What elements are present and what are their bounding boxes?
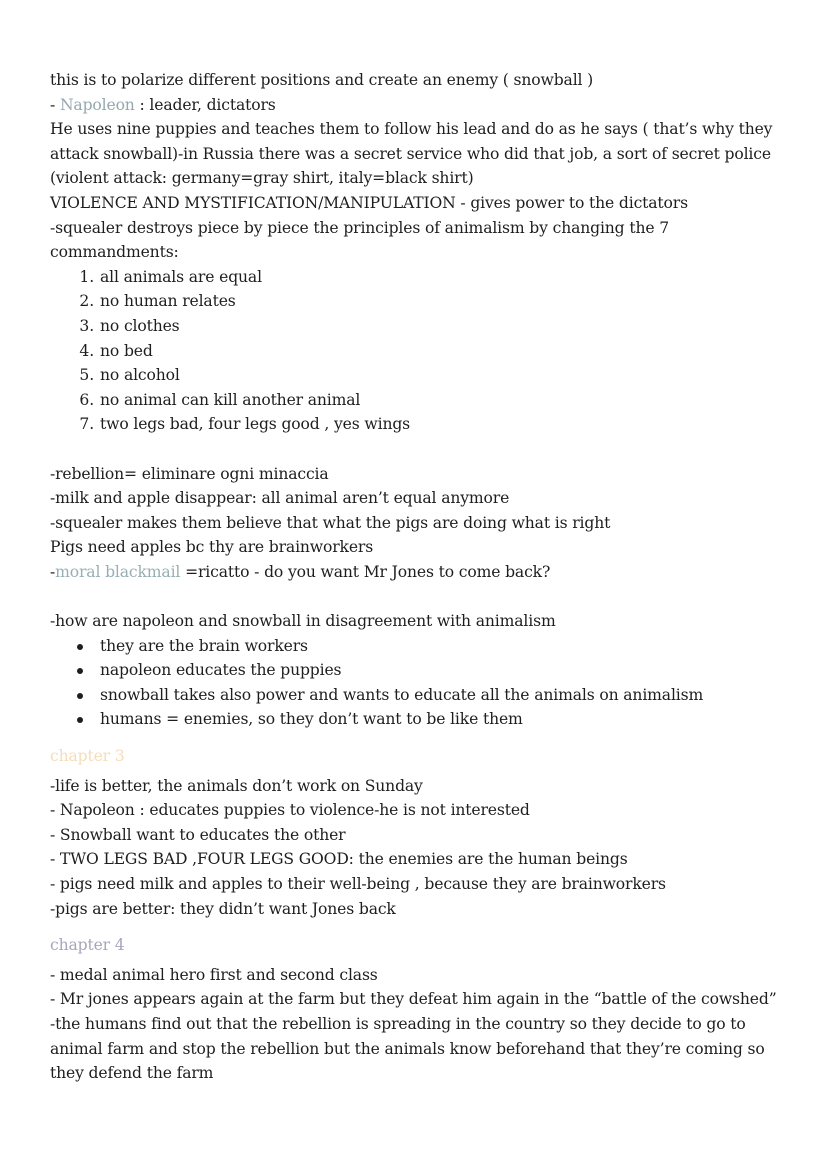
list-item bbox=[50, 339, 780, 364]
chapter-3-line: - pigs need milk and apples to their well-being , because they are brainworkers bbox=[50, 875, 666, 893]
list-number: 4. bbox=[79, 341, 94, 360]
disagreement-list bbox=[50, 634, 780, 732]
napoleon-term: Napoleon bbox=[59, 95, 135, 114]
list-item bbox=[50, 683, 780, 708]
violence-line: VIOLENCE AND MYSTIFICATION/MANIPULATION - gives power to the dictators bbox=[50, 193, 688, 212]
document-page bbox=[50, 68, 780, 1086]
chapter-3-line: - Napoleon : educates puppies to violence-he is not interested bbox=[50, 801, 530, 820]
list-item bbox=[50, 314, 780, 339]
list-number: 5. bbox=[79, 366, 94, 385]
list-text: no bed bbox=[100, 341, 153, 360]
list-item bbox=[50, 658, 780, 683]
disagreement-question: -how are napoleon and snowball in disagreement with animalism bbox=[50, 612, 556, 631]
napoleon-line bbox=[50, 93, 780, 118]
bullet-icon bbox=[77, 693, 83, 699]
list-item bbox=[50, 412, 780, 437]
list-text: no animal can kill another animal bbox=[100, 390, 361, 409]
list-text: no clothes bbox=[100, 316, 180, 335]
list-item bbox=[50, 707, 780, 732]
chapter-4-line: - Mr jones appears again at the farm but they defeat him again in the “battle of the cowshed” bbox=[50, 990, 777, 1009]
commandments-list bbox=[50, 265, 780, 437]
list-item bbox=[50, 388, 780, 413]
chapter-3-line: -life is better, the animals don’t work on Sunday bbox=[50, 776, 423, 795]
list-text: humans = enemies, so they don’t want to be like them bbox=[100, 710, 523, 729]
list-number: 2. bbox=[79, 292, 94, 311]
list-number: 3. bbox=[79, 316, 94, 335]
list-item bbox=[50, 265, 780, 290]
list-text: no alcohol bbox=[100, 366, 180, 385]
list-number: 7. bbox=[79, 415, 94, 434]
list-text: no human relates bbox=[100, 292, 236, 311]
squealer-paragraph: -squealer destroys piece by piece the principles of animalism by changing the 7 commandments: bbox=[50, 218, 669, 262]
pigs-apples-line: Pigs need apples bc thy are brainworkers bbox=[50, 538, 374, 557]
moral-rest: =ricatto - do you want Mr Jones to come back? bbox=[180, 562, 551, 581]
squealer-line: -squealer makes them believe that what the pigs are doing what is right bbox=[50, 513, 611, 532]
chapter-3-line: - TWO LEGS BAD ,FOUR LEGS GOOD: the enemies are the human beings bbox=[50, 850, 628, 869]
intro-line: this is to polarize different positions and create an enemy ( snowball ) bbox=[50, 71, 594, 89]
spacer bbox=[50, 584, 780, 609]
list-text: two legs bad, four legs good , yes wings bbox=[100, 415, 411, 434]
chapter-4-heading: chapter 4 bbox=[50, 936, 125, 955]
list-text: they are the brain workers bbox=[100, 636, 308, 655]
list-item bbox=[50, 634, 780, 659]
list-number: 1. bbox=[79, 267, 94, 286]
list-text: all animals are equal bbox=[100, 267, 262, 286]
list-text: napoleon educates the puppies bbox=[100, 661, 342, 680]
rebellion-line: -rebellion= eliminare ogni minaccia bbox=[50, 464, 329, 483]
list-number: 6. bbox=[79, 390, 94, 409]
bullet-icon bbox=[77, 717, 83, 723]
list-item bbox=[50, 363, 780, 388]
chapter-4-line: - medal animal hero first and second class bbox=[50, 965, 378, 984]
moral-prefix: - bbox=[50, 562, 56, 581]
chapter-4-paragraph: -the humans find out that the rebellion is spreading in the country so they decide to go to animal farm and stop the rebellion but the animals know beforehand that they’re coming so they defend the farm bbox=[50, 1014, 765, 1083]
list-text: snowball takes also power and wants to educate all the animals on animalism bbox=[100, 685, 704, 704]
list-item bbox=[50, 289, 780, 314]
napoleon-rest: : leader, dictators bbox=[134, 95, 276, 114]
napoleon-prefix: - bbox=[50, 95, 60, 114]
moral-term: moral blackmail bbox=[55, 562, 181, 581]
bullet-icon bbox=[77, 644, 83, 650]
chapter-3-line: - Snowball want to educates the other bbox=[50, 825, 346, 844]
spacer bbox=[50, 437, 780, 462]
bullet-icon bbox=[77, 668, 83, 674]
milk-line: -milk and apple disappear: all animal aren’t equal anymore bbox=[50, 489, 510, 508]
moral-blackmail-line bbox=[50, 560, 780, 585]
puppies-paragraph: He uses nine puppies and teaches them to follow his lead and do as he says ( that’s why they attack snowball)-in Russia there was a secret service who did that job, a sort of secret police (violent attack: germany=gray shirt, italy=black shirt) bbox=[50, 120, 773, 188]
chapter-3-heading: chapter 3 bbox=[50, 747, 125, 766]
chapter-3-line: -pigs are better: they didn’t want Jones back bbox=[50, 899, 396, 918]
